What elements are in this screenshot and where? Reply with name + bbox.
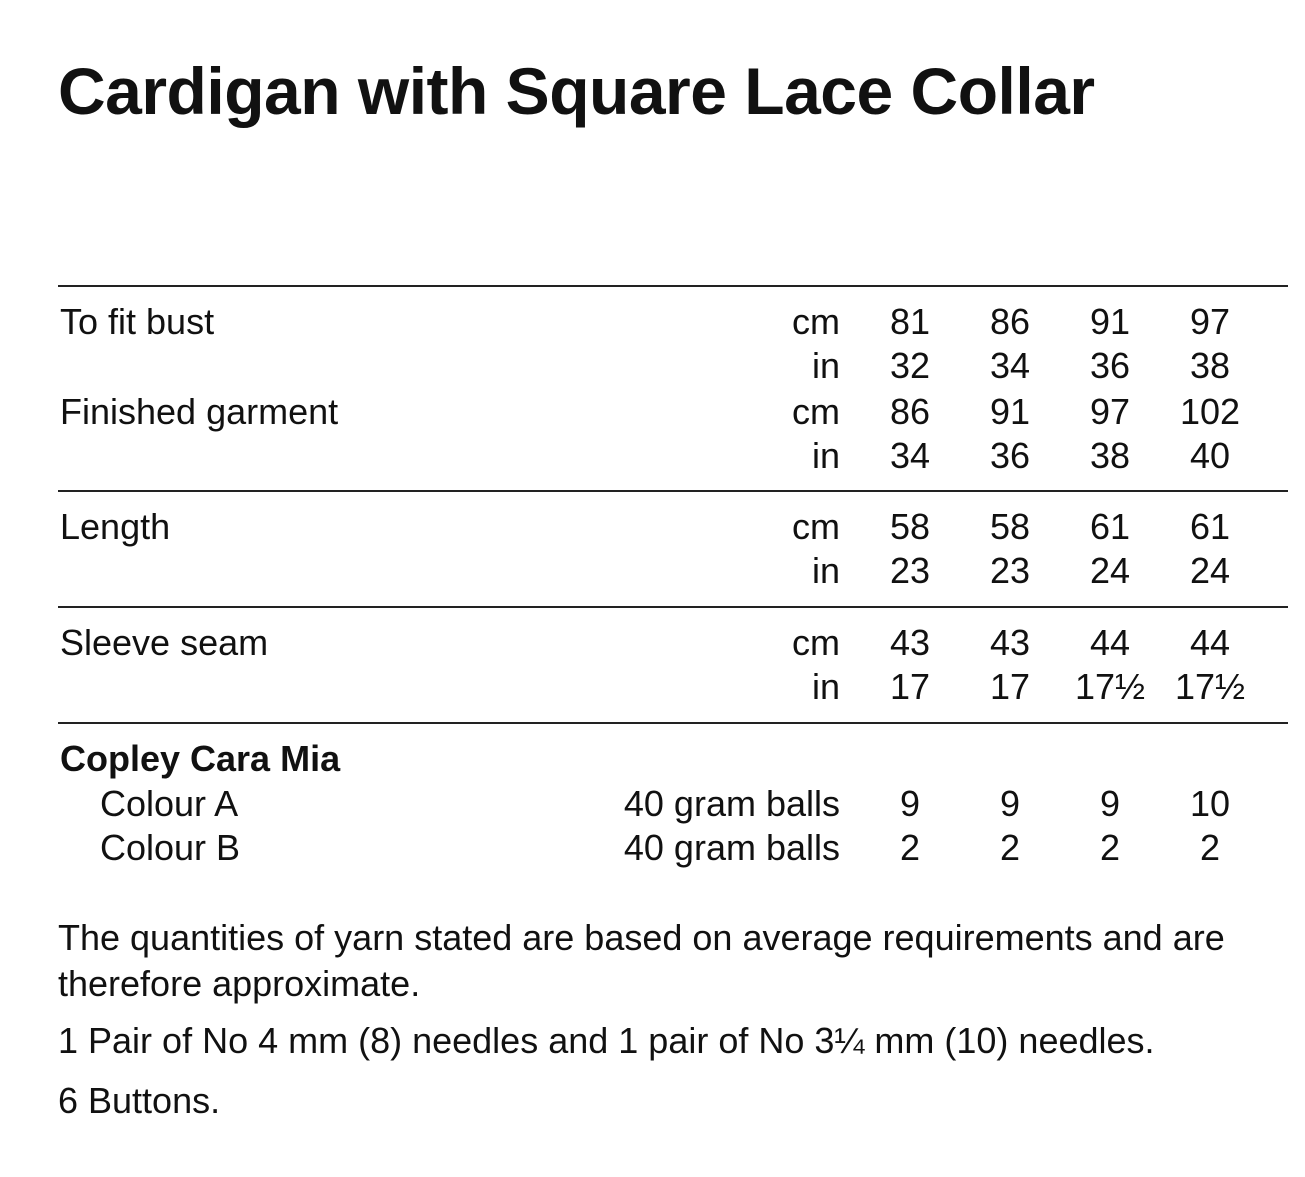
size-value: 23 <box>889 550 931 591</box>
size-value: 24 <box>1089 550 1131 591</box>
size-value: 44 <box>1089 622 1131 663</box>
size-value: 44 <box>1189 622 1231 663</box>
size-value: 17 <box>889 666 931 707</box>
yarn-quantity: 2 <box>899 827 921 868</box>
size-value: 34 <box>889 435 931 476</box>
size-row-garment-in <box>0 433 1305 479</box>
yarn-unit: 40 gram balls <box>623 783 840 824</box>
size-value: 34 <box>989 345 1031 386</box>
yarn-row-colour-b <box>0 825 1305 871</box>
yarn-name: Copley Cara Mia <box>60 738 341 779</box>
row-unit: cm <box>792 622 840 663</box>
size-value: 58 <box>889 506 931 547</box>
size-row-garment-cm <box>0 389 1305 435</box>
size-value: 38 <box>1089 435 1131 476</box>
size-row-bust-cm <box>0 299 1305 345</box>
yarn-quantity: 9 <box>1099 783 1121 824</box>
row-unit: in <box>811 345 840 386</box>
size-row-bust-in <box>0 343 1305 389</box>
size-value: 23 <box>989 550 1031 591</box>
yarn-heading-row <box>0 736 1305 782</box>
row-unit: in <box>811 550 840 591</box>
row-unit: in <box>811 435 840 476</box>
yarn-quantity: 2 <box>999 827 1021 868</box>
yarn-row-colour-a <box>0 781 1305 827</box>
table-divider <box>58 722 1288 724</box>
size-value: 36 <box>989 435 1031 476</box>
yarn-quantity: 9 <box>899 783 921 824</box>
size-value: 97 <box>1089 391 1131 432</box>
size-row-sleeve-cm <box>0 620 1305 666</box>
yarn-quantity: 2 <box>1099 827 1121 868</box>
size-value: 61 <box>1189 506 1231 547</box>
size-value: 81 <box>889 301 931 342</box>
yarn-quantity: 9 <box>999 783 1021 824</box>
yarn-quantity: 10 <box>1189 783 1231 824</box>
size-value: 38 <box>1189 345 1231 386</box>
size-value: 32 <box>889 345 931 386</box>
size-value: 36 <box>1089 345 1131 386</box>
row-unit: cm <box>792 391 840 432</box>
size-value: 102 <box>1179 391 1241 432</box>
buttons-note: 6 Buttons. <box>58 1080 221 1121</box>
yarn-colour-label: Colour B <box>100 827 241 868</box>
size-value: 58 <box>989 506 1031 547</box>
page-title: Cardigan with Square Lace Collar <box>58 54 1095 128</box>
size-value: 24 <box>1189 550 1231 591</box>
yarn-colour-label: Colour A <box>100 783 239 824</box>
yarn-unit: 40 gram balls <box>623 827 840 868</box>
table-divider <box>58 606 1288 608</box>
size-value: 91 <box>1089 301 1131 342</box>
row-unit: cm <box>792 506 840 547</box>
size-value: 17½ <box>1074 666 1146 707</box>
size-value: 43 <box>989 622 1031 663</box>
size-value: 40 <box>1189 435 1231 476</box>
size-row-length-cm <box>0 504 1305 550</box>
size-value: 17½ <box>1174 666 1246 707</box>
row-label: To fit bust <box>60 301 215 342</box>
row-label: Sleeve seam <box>60 622 269 663</box>
size-value: 86 <box>989 301 1031 342</box>
row-unit: in <box>811 666 840 707</box>
row-label: Length <box>60 506 171 547</box>
table-divider <box>58 285 1288 287</box>
size-value: 91 <box>989 391 1031 432</box>
size-row-length-in <box>0 548 1305 594</box>
table-divider <box>58 490 1288 492</box>
size-value: 86 <box>889 391 931 432</box>
size-value: 61 <box>1089 506 1131 547</box>
needles-note: 1 Pair of No 4 mm (8) needles and 1 pair of No 3¼ mm (10) needles. <box>58 1020 1155 1061</box>
yarn-quantity: 2 <box>1199 827 1221 868</box>
size-value: 43 <box>889 622 931 663</box>
size-row-sleeve-in <box>0 664 1305 710</box>
quantities-note: The quantities of yarn stated are based on average requirements and are therefore approximate. <box>58 917 1225 1004</box>
size-value: 97 <box>1189 301 1231 342</box>
size-value: 17 <box>989 666 1031 707</box>
row-label: Finished garment <box>60 391 339 432</box>
row-unit: cm <box>792 301 840 342</box>
